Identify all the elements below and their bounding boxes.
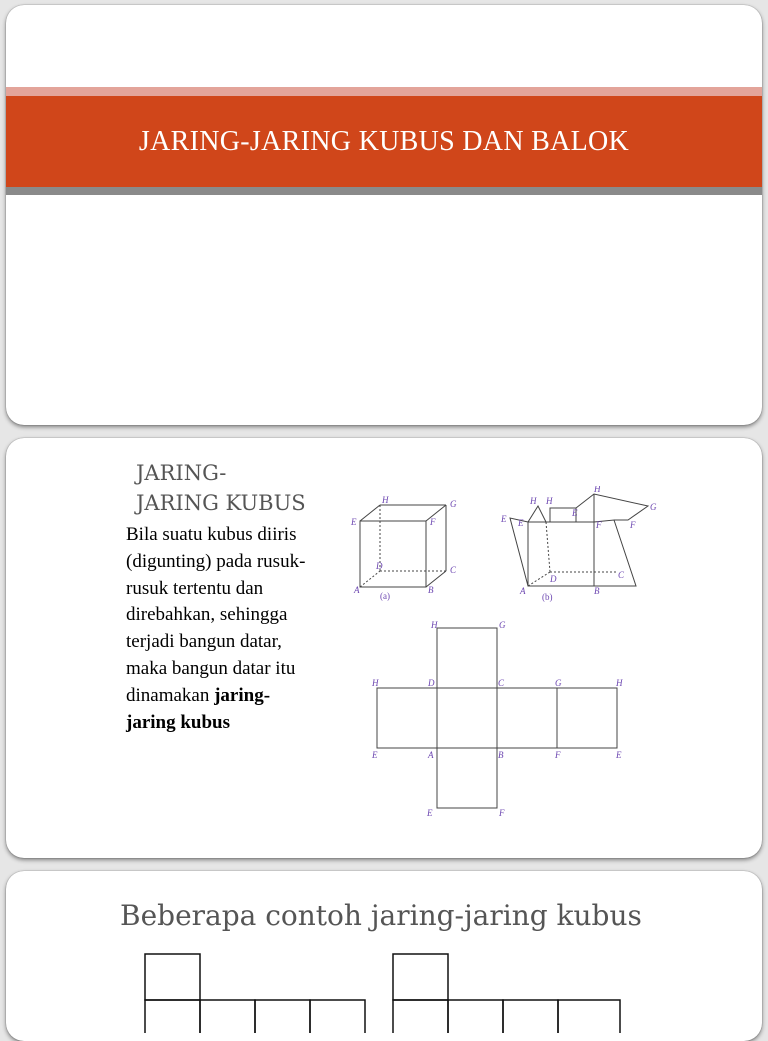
net-label-mid-H: H <box>372 678 379 688</box>
net-label-bottom-E: E <box>427 808 433 818</box>
label-H-2: H <box>546 496 553 506</box>
cube-figure-b <box>498 486 668 604</box>
net-label-bot-E: E <box>372 750 378 760</box>
label-B: B <box>428 585 434 595</box>
heading-line-1: JARING- <box>136 461 227 485</box>
cube-figure-b-svg <box>498 486 668 604</box>
label-A: A <box>354 585 360 595</box>
label-G: G <box>450 499 457 509</box>
label-H: H <box>382 495 389 505</box>
definition-paragraph <box>126 522 311 736</box>
slide-title <box>6 5 762 425</box>
net-label-top-H: H <box>431 620 438 630</box>
net-label-bot-A: A <box>428 750 434 760</box>
definition-bold-term: jaring-jaring kubus <box>126 684 271 733</box>
label-F-2: F <box>630 520 636 530</box>
label-D: D <box>550 574 557 584</box>
label-D: D <box>376 561 383 571</box>
label-E-3: E <box>572 508 578 518</box>
cube-net-svg <box>361 616 641 821</box>
net-label-bot-F: F <box>555 750 561 760</box>
label-H-3: H <box>594 486 601 494</box>
net-label-bot-B: B <box>498 750 504 760</box>
label-E-2: E <box>518 518 524 528</box>
net-label-mid-C: C <box>498 678 505 688</box>
title-band-top-stripe <box>6 87 762 96</box>
label-C: C <box>618 570 625 580</box>
slide-contoh-jaring <box>6 871 762 1041</box>
slide-heading <box>136 458 336 518</box>
net-label-mid-D: D <box>428 678 435 688</box>
net-example-2 <box>392 953 627 1033</box>
net-example-1 <box>144 953 369 1033</box>
label-F-1: F <box>596 520 602 530</box>
label-F: F <box>430 517 436 527</box>
slide-title-text: JARING-JARING KUBUS DAN BALOK <box>138 125 630 157</box>
label-A: A <box>520 586 526 596</box>
title-band <box>6 87 762 197</box>
cube-net-figure <box>361 616 641 821</box>
slide-jaring-kubus <box>6 438 762 858</box>
net-label-bottom-F: F <box>499 808 505 818</box>
cube-figure-a-svg <box>348 493 468 603</box>
heading-line-2: JARING KUBUS <box>136 491 306 515</box>
label-H-1: H <box>530 496 537 506</box>
label-C: C <box>450 565 457 575</box>
label-G: G <box>650 502 657 512</box>
label-E-1: E <box>501 514 507 524</box>
net-label-top-G: G <box>499 620 506 630</box>
title-band-main <box>6 96 762 187</box>
slide-heading: Beberapa contoh jaring-jaring kubus <box>120 899 642 932</box>
cube-figure-a <box>348 493 468 603</box>
net-label-mid-H2: H <box>616 678 623 688</box>
net-example-2-svg <box>392 953 627 1033</box>
figure-b-caption: (b) <box>542 592 553 602</box>
label-E: E <box>351 517 357 527</box>
net-label-bot-E2: E <box>616 750 622 760</box>
net-example-1-svg <box>144 953 369 1033</box>
label-B: B <box>594 586 600 596</box>
figure-a-caption: (a) <box>380 591 390 601</box>
net-label-mid-G: G <box>555 678 562 688</box>
title-band-bottom-stripe <box>6 187 762 195</box>
definition-text: Bila suatu kubus diiris (digunting) pada rusuk-rusuk tertentu dan direbahkan, sehingga terjadi bangun datar, maka bangun datar itu dinamakan <box>126 524 306 706</box>
